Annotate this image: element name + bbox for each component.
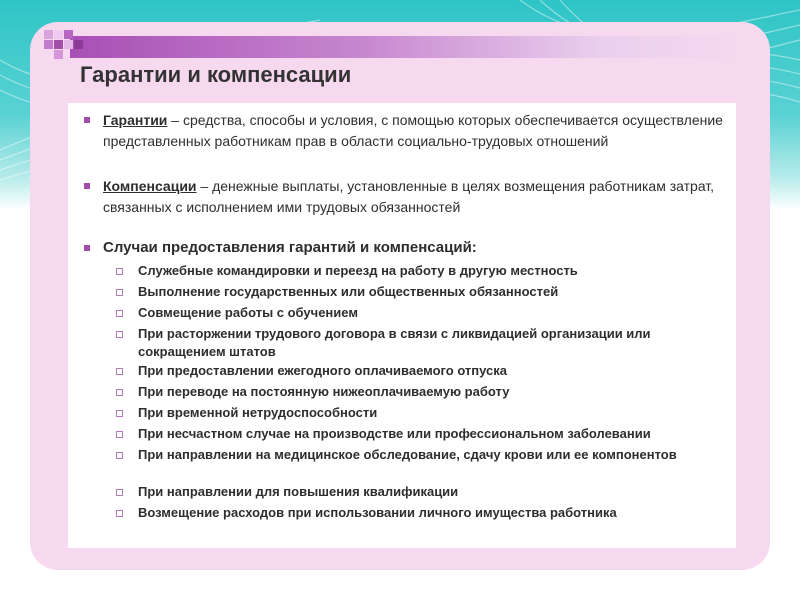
cases-heading: Случаи предоставления гарантий и компенсаций:	[103, 239, 477, 256]
definition-compensations-text: – денежные выплаты, установленные в целях возмещения работникам затрат, связанных с исполнением ими трудовых обязанностей	[103, 178, 715, 215]
square-bullet-icon	[84, 117, 90, 123]
case-item: Совмещение работы с обучением	[138, 305, 358, 320]
case-item: При расторжении трудового договора в связи с ликвидацией организации или сокращением штатов	[138, 326, 651, 359]
definition-compensations	[103, 176, 723, 218]
definition-guarantees	[103, 110, 723, 152]
page-title: Гарантии и компенсации	[80, 62, 352, 87]
title-gradient-bar	[70, 36, 738, 58]
term-compensations: Компенсации	[103, 178, 197, 194]
hollow-bullet-icon	[116, 310, 123, 317]
definition-guarantees-text: – средства, способы и условия, с помощью которых обеспечивается осуществление представленных работникам прав в области социально-трудовых отношений	[103, 112, 723, 149]
decorative-squares	[44, 30, 84, 70]
case-item: Возмещение расходов при использовании личного имущества работника	[138, 505, 617, 520]
hollow-bullet-icon	[116, 368, 123, 375]
case-item: При переводе на постоянную нижеоплачиваемую работу	[138, 384, 510, 399]
case-item: Выполнение государственных или общественных обязанностей	[138, 284, 559, 299]
hollow-bullet-icon	[116, 410, 123, 417]
case-item: При несчастном случае на производстве или профессиональном заболевании	[138, 426, 651, 441]
hollow-bullet-icon	[116, 331, 123, 338]
case-item: При направлении для повышения квалификации	[138, 484, 459, 499]
square-bullet-icon	[84, 183, 90, 189]
square-bullet-icon	[84, 245, 90, 251]
case-item: При временной нетрудоспособности	[138, 405, 378, 420]
hollow-bullet-icon	[116, 489, 123, 496]
term-guarantees: Гарантии	[103, 112, 168, 128]
case-item: При предоставлении ежегодного оплачиваемого отпуска	[138, 363, 508, 378]
hollow-bullet-icon	[116, 431, 123, 438]
case-item: При направлении на медицинское обследование, сдачу крови или ее компонентов	[138, 447, 677, 462]
case-item: Служебные командировки и переезд на работу в другую местность	[138, 263, 578, 278]
hollow-bullet-icon	[116, 452, 123, 459]
hollow-bullet-icon	[116, 289, 123, 296]
hollow-bullet-icon	[116, 510, 123, 517]
hollow-bullet-icon	[116, 268, 123, 275]
hollow-bullet-icon	[116, 389, 123, 396]
